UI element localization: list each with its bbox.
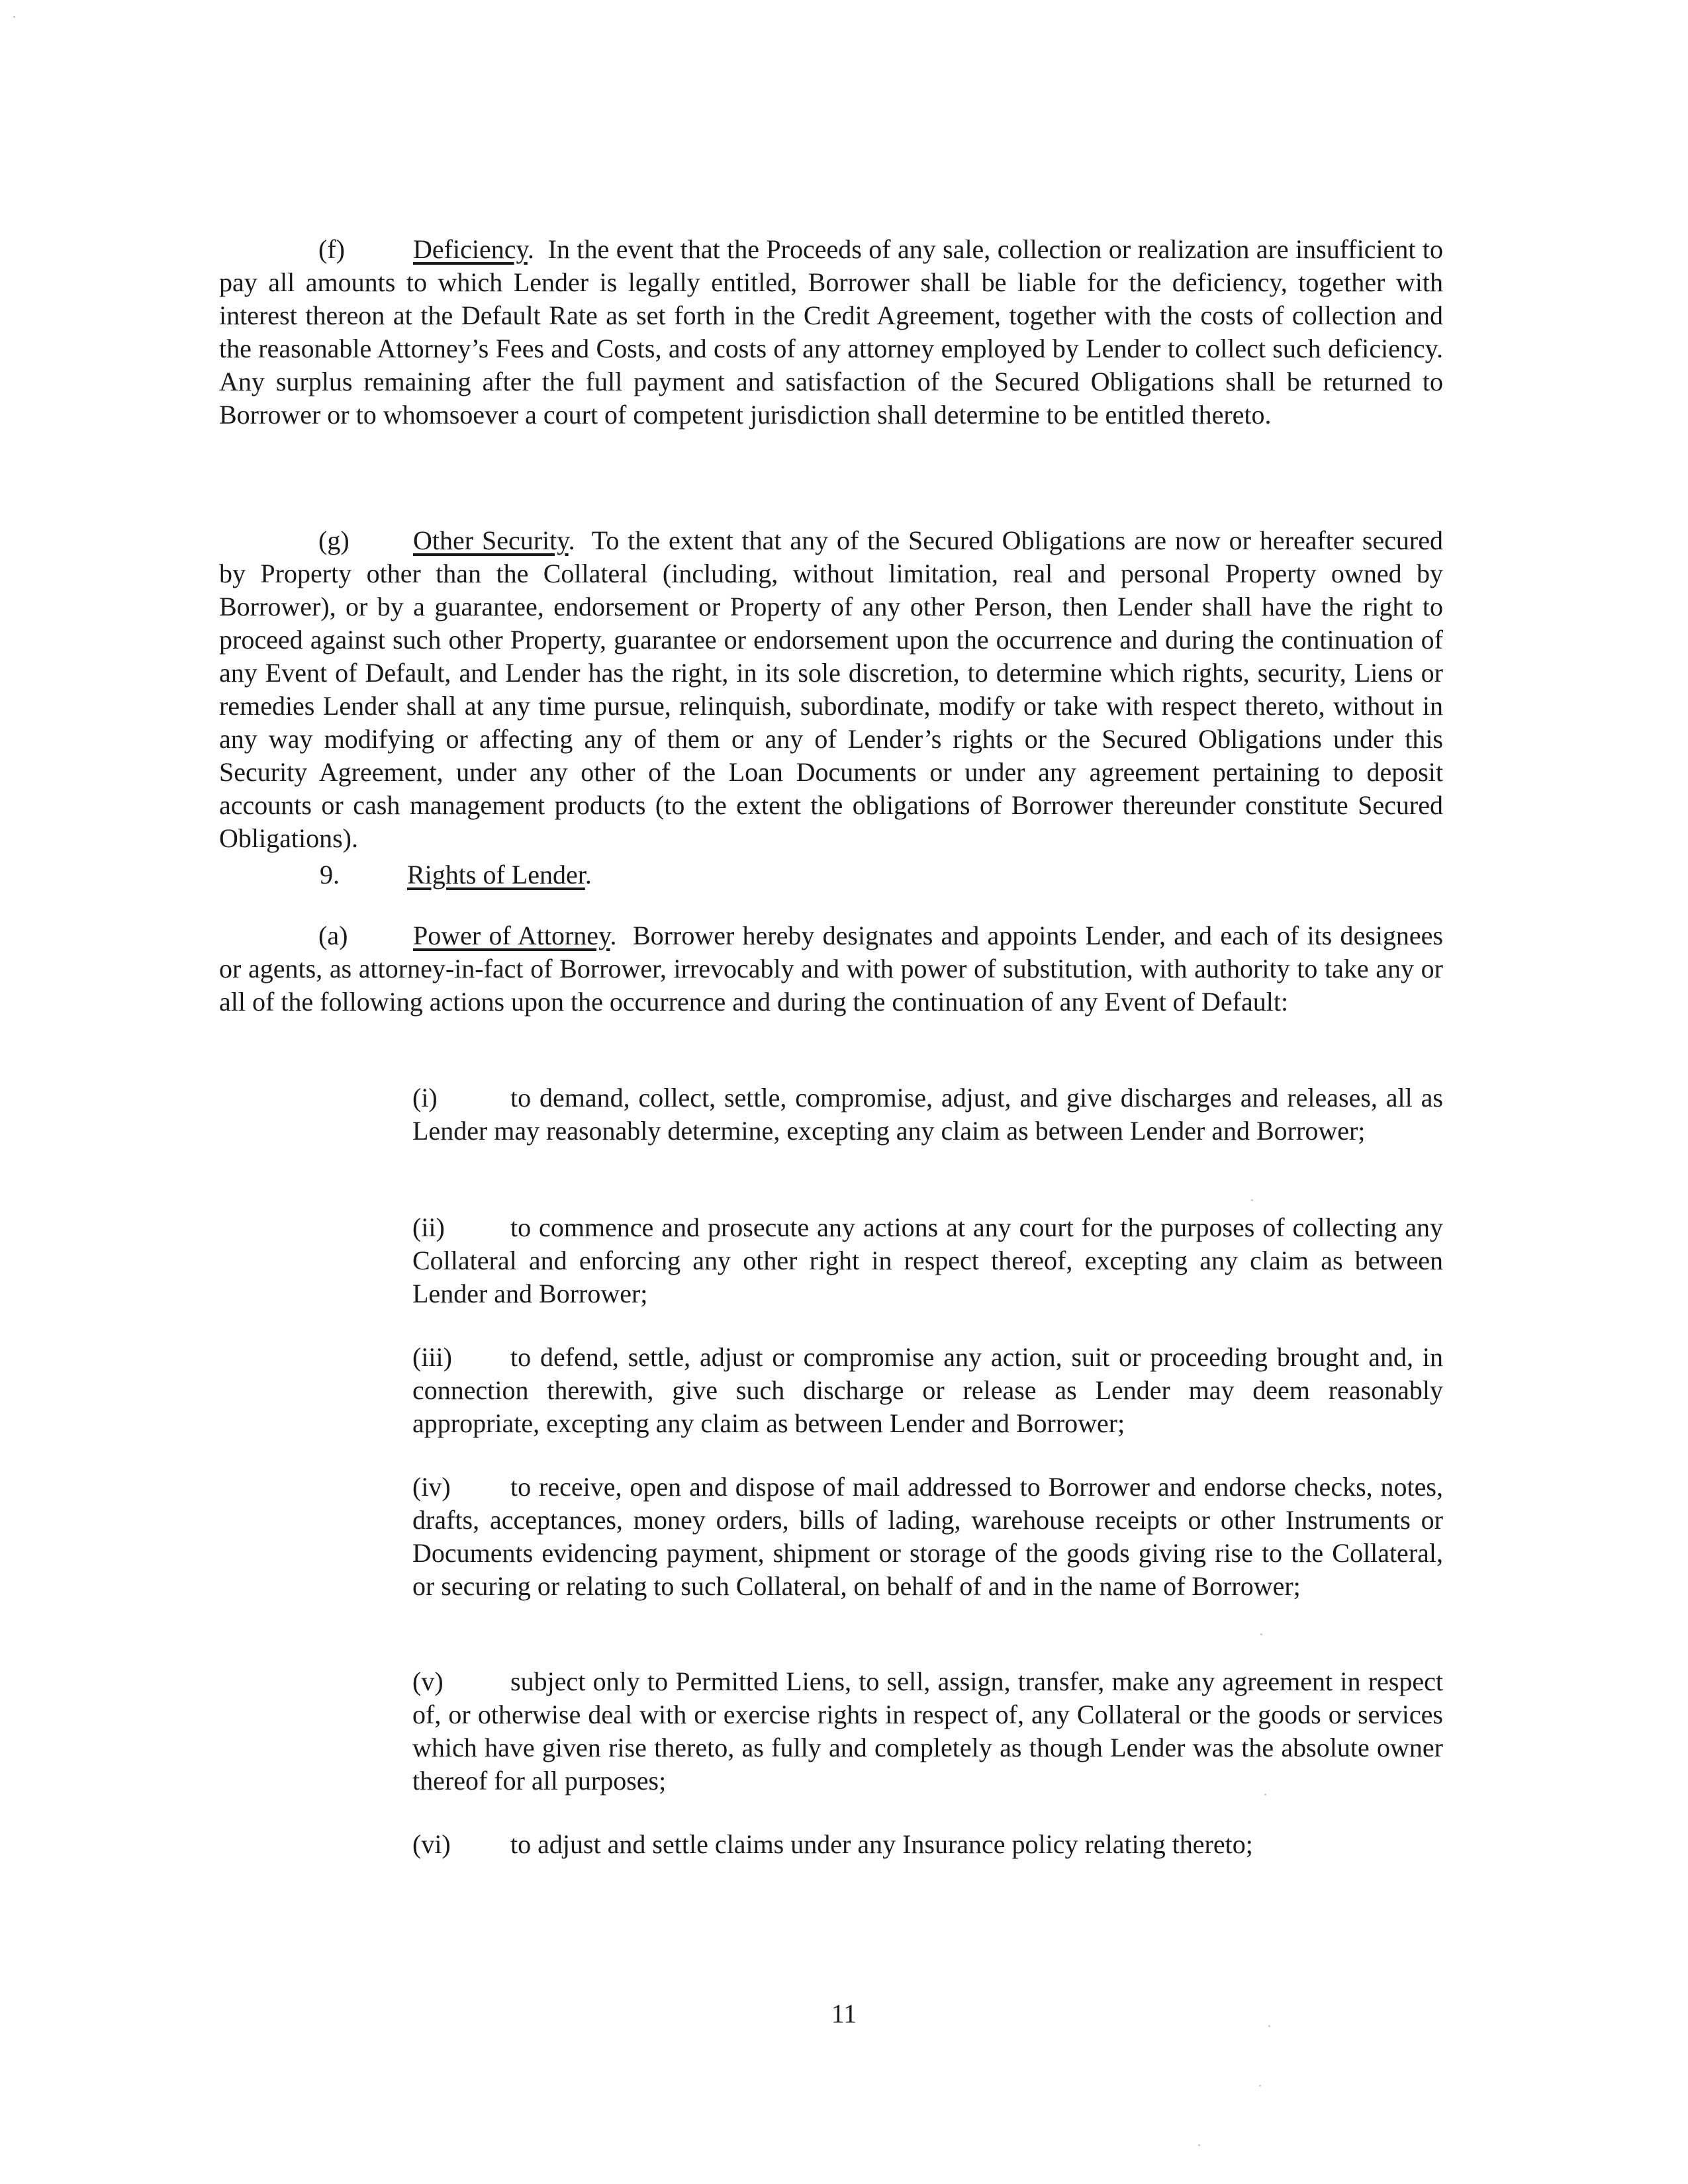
list-item: [412, 1081, 1443, 1148]
section-9-title-punct: .: [585, 860, 592, 889]
paragraph-f-heading: Deficiency: [413, 234, 528, 264]
list-item: [412, 1665, 1443, 1797]
paragraph-g-text: To the extent that any of the Secured Obligations are now or hereafter secured by Property other than the Collateral (including, without limitation, real and personal Property owned by Borrower), or by a guarantee, endorsement or Property of any other Person, then Lender shall have the right to proceed against such other Property, guarantee or endorsement upon the occurrence and during the continuation of any Event of Default, and Lender has the right, in its sole discretion, to determine which rights, security, Liens or remedies Lender shall at any time pursue, relinquish, subordinate, modify or take with respect thereto, without in any way modifying or affecting any of them or any of Lender’s rights or the Secured Obligations under this Security Agreement, under any other of the Loan Documents or under any agreement pertaining to deposit accounts or cash management products (to the extent the obligations of Borrower thereunder constitute Secured Obligations).: [219, 525, 1443, 853]
list-item-label: (iii): [412, 1342, 452, 1372]
list-item: [412, 1341, 1443, 1440]
list-item-label: (vi): [412, 1829, 451, 1859]
scan-speck: [13, 16, 15, 18]
list-item-label: (ii): [412, 1212, 445, 1242]
list-item-text: to receive, open and dispose of mail addressed to Borrower and endorse checks, notes, drafts, acceptances, money orders, bills of lading, warehouse receipts or other Instruments or Documents evidencing payment, shipment or storage of the goods giving rise to the Collateral, or securing or relating to such Collateral, on behalf of and in the name of Borrower;: [412, 1472, 1443, 1601]
section-9-title: Rights of Lender: [407, 860, 585, 889]
scan-speck: [1264, 1794, 1266, 1796]
paragraph-a-heading-punct: .: [610, 921, 617, 950]
list-item-label: (v): [412, 1666, 444, 1696]
scan-speck: [1268, 2025, 1270, 2027]
paragraph-f: [219, 233, 1443, 432]
list-item: [412, 1471, 1443, 1603]
list-item-text: to demand, collect, settle, compromise, adjust, and give discharges and releases, all as Lender may reasonably determine, excepting any claim as between Lender and Borrower;: [412, 1083, 1443, 1146]
paragraph-a-label: (a): [318, 921, 348, 950]
paragraph-g-heading: Other Security: [413, 525, 569, 555]
paragraph-g-heading-punct: .: [568, 525, 575, 555]
list-item-text: to commence and prosecute any actions at any court for the purposes of collecting any Collateral and enforcing any other right in respect thereof, excepting any claim as between Lender and Borrower;: [412, 1212, 1443, 1308]
paragraph-a-heading: Power of Attorney: [413, 921, 610, 950]
paragraph-a: [219, 919, 1443, 1019]
list-item: [412, 1211, 1443, 1310]
paragraph-f-text: In the event that the Proceeds of any sale, collection or realization are insufficient to pay all amounts to which Lender is legally entitled, Borrower shall be liable for the deficiency, together with interest thereon at the Default Rate as set forth in the Credit Agreement, together with the costs of collection and the reasonable Attorney’s Fees and Costs, and costs of any attorney employed by Lender to collect such deficiency. Any surplus remaining after the full payment and satisfaction of the Secured Obligations shall be returned to Borrower or to whomsoever a court of competent jurisdiction shall determine to be entitled thereto.: [219, 234, 1443, 430]
section-9-heading: [320, 858, 592, 891]
list-item-text: to defend, settle, adjust or compromise any action, suit or proceeding brought and, in connection therewith, give such discharge or release as Lender may deem reasonably appropriate, excepting any claim as between Lender and Borrower;: [412, 1342, 1443, 1438]
scan-speck: [1251, 1199, 1253, 1201]
paragraph-g-label: (g): [318, 525, 350, 555]
section-9-label: 9.: [320, 860, 340, 889]
paragraph-f-label: (f): [318, 234, 345, 264]
list-item-label: (i): [412, 1083, 438, 1113]
paragraph-a-text: Borrower hereby designates and appoints Lender, and each of its designees or agents, as attorney-in-fact of Borrower, irrevocably and with power of substitution, with authority to take any or all of the following actions upon the occurrence and during the continuation of any Event of Default:: [219, 921, 1444, 1017]
list-item-text: to adjust and settle claims under any Insurance policy relating thereto;: [510, 1829, 1253, 1859]
scan-speck: [1198, 2144, 1200, 2146]
scan-speck: [1259, 2085, 1261, 2087]
paragraph-g: [219, 524, 1443, 855]
list-item-text: subject only to Permitted Liens, to sell, assign, transfer, make any agreement in respect of, or otherwise deal with or exercise rights in respect of, any Collateral or the goods or services which have given rise thereto, as fully and completely as though Lender was the absolute owner thereof for all purposes;: [412, 1666, 1443, 1796]
scan-speck: [1260, 1633, 1262, 1635]
list-item: [412, 1828, 1443, 1861]
paragraph-f-heading-punct: .: [527, 234, 534, 264]
page-number: 11: [831, 1999, 857, 2028]
list-item-label: (iv): [412, 1472, 451, 1502]
